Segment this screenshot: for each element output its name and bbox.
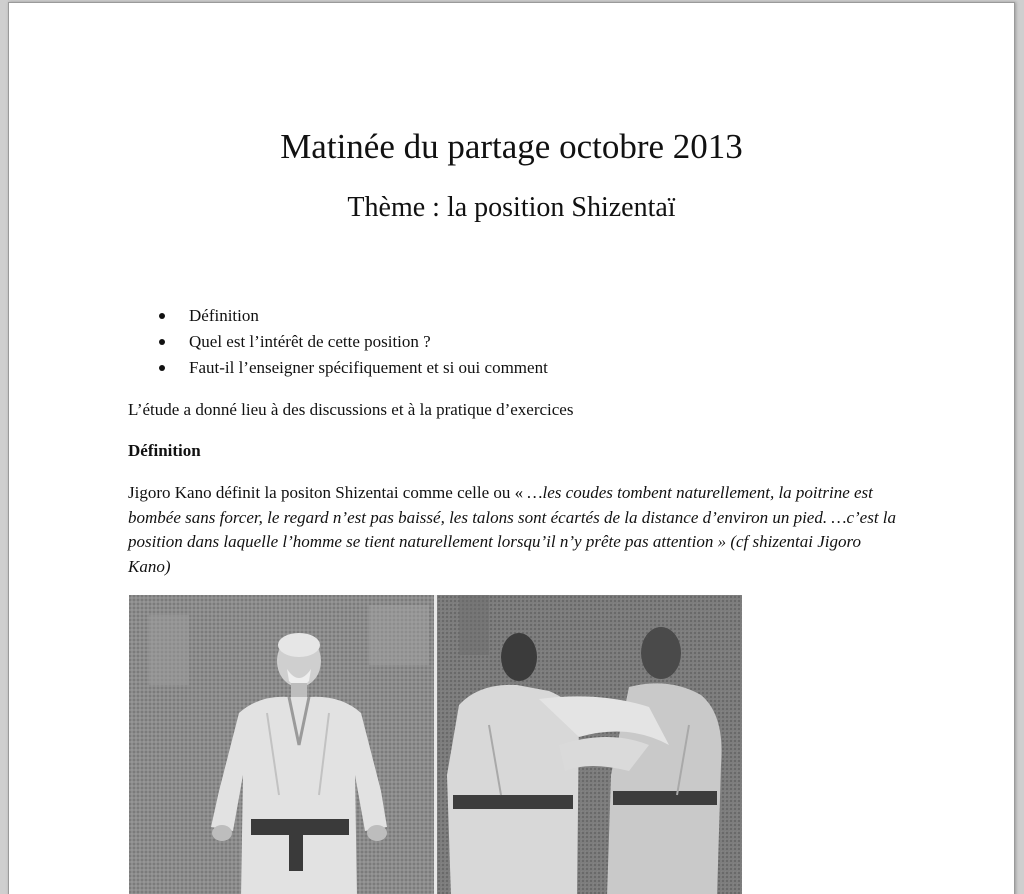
topic-list (129, 303, 548, 381)
bullet-icon (159, 365, 165, 371)
document-page (8, 2, 1015, 894)
list-item (189, 329, 548, 355)
definition-paragraph (128, 481, 898, 579)
bullet-icon (159, 313, 165, 319)
definition-plain-text: Jigoro Kano définit la positon Shizentai comme celle ou « (128, 483, 528, 502)
list-item (189, 303, 548, 329)
page-subtitle: Thème : la position Shizentaï (347, 192, 676, 223)
photo-illustration (129, 595, 742, 894)
topic-label: Quel est l’intérêt de cette position ? (189, 332, 431, 351)
page-title: Matinée du partage octobre 2013 (280, 127, 743, 166)
intro-paragraph: L’étude a donné lieu à des discussions et à la pratique d’exercices (128, 400, 574, 419)
section-heading: Définition (128, 441, 201, 460)
bullet-icon (159, 339, 165, 345)
definition-quote-text: …les coudes tombent naturellement, la poitrine est bombée sans forcer, le regard n’est pas baissé, les talons sont écartés de la distance d’environ un pied. …c’est la position dans laquelle l’homme se tient naturellement lorsqu’il n’y prête pas attention » (cf shizentai Jigoro Kano) (128, 483, 897, 576)
judo-photo-image (129, 595, 742, 894)
topic-label: Faut-il l’enseigner spécifiquement et si oui comment (189, 358, 548, 377)
list-item (189, 355, 548, 381)
topic-label: Définition (189, 306, 259, 325)
